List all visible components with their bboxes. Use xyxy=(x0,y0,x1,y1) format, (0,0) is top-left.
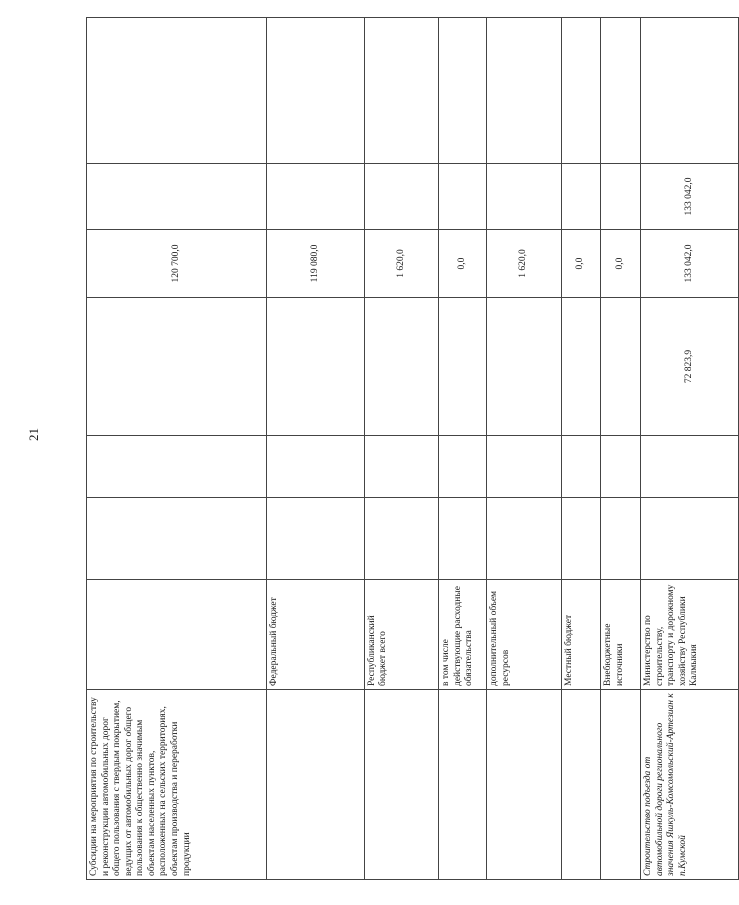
source-cell xyxy=(87,580,267,690)
measure-name xyxy=(561,690,601,880)
value-cell xyxy=(87,436,267,498)
measure-name xyxy=(601,690,641,880)
source-cell: дополнительный объем ресурсов xyxy=(487,580,561,690)
source-cell: Федеральный бюджет xyxy=(267,580,365,690)
value-cell: 0,0 xyxy=(561,230,601,298)
value-cell: 72 823,9 xyxy=(641,298,739,436)
page-number: 21 xyxy=(26,428,41,441)
value-cell xyxy=(87,498,267,580)
table-row xyxy=(87,18,267,880)
measure-name xyxy=(267,690,365,880)
table-row xyxy=(561,18,601,880)
value-cell xyxy=(87,164,267,230)
table-row xyxy=(439,18,487,880)
value-cell: 133 042,0 xyxy=(641,164,739,230)
rotated-table-wrapper xyxy=(86,50,700,880)
table-row xyxy=(641,18,739,880)
table-row xyxy=(487,18,561,880)
source-cell: Министерство по строительству, транспорту и дорожному хозяйству Республики Калмыкия xyxy=(641,580,739,690)
value-cell: 0,0 xyxy=(601,230,641,298)
source-cell: в том числе действующие расходные обязательства xyxy=(439,580,487,690)
measure-name xyxy=(439,690,487,880)
measure-name: Субсидии на мероприятия по строительству и реконструкции автомобильных дорог общего пользования с твердым покрытием, ведущих от автомобильных дорог общего пользования к общественно значимым объектам населенных пунктов, расположенных на сельских территориях, объектам производства и переработки продукции xyxy=(87,690,267,880)
budget-table xyxy=(86,17,739,880)
measure-name xyxy=(487,690,561,880)
table-row xyxy=(267,18,365,880)
value-cell: 119 080,0 xyxy=(267,230,365,298)
value-cell xyxy=(87,18,267,164)
source-cell: Внебюджетные источники xyxy=(601,580,641,690)
value-cell: 0,0 xyxy=(439,230,487,298)
source-cell: Местный бюджет xyxy=(561,580,601,690)
table-row xyxy=(601,18,641,880)
source-cell: Республиканский бюджет всего xyxy=(364,580,438,690)
value-cell xyxy=(87,298,267,436)
value-cell: 120 700,0 xyxy=(87,230,267,298)
value-cell: 133 042,0 xyxy=(641,230,739,298)
table-row xyxy=(364,18,438,880)
measure-name: Строительство подъезда от автомобильной дороги регионального значения Яшкуль-Комсомольский-Артезиан к п.Кумской xyxy=(641,690,739,880)
value-cell: 1 620,0 xyxy=(364,230,438,298)
value-cell: 1 620,0 xyxy=(487,230,561,298)
measure-name xyxy=(364,690,438,880)
